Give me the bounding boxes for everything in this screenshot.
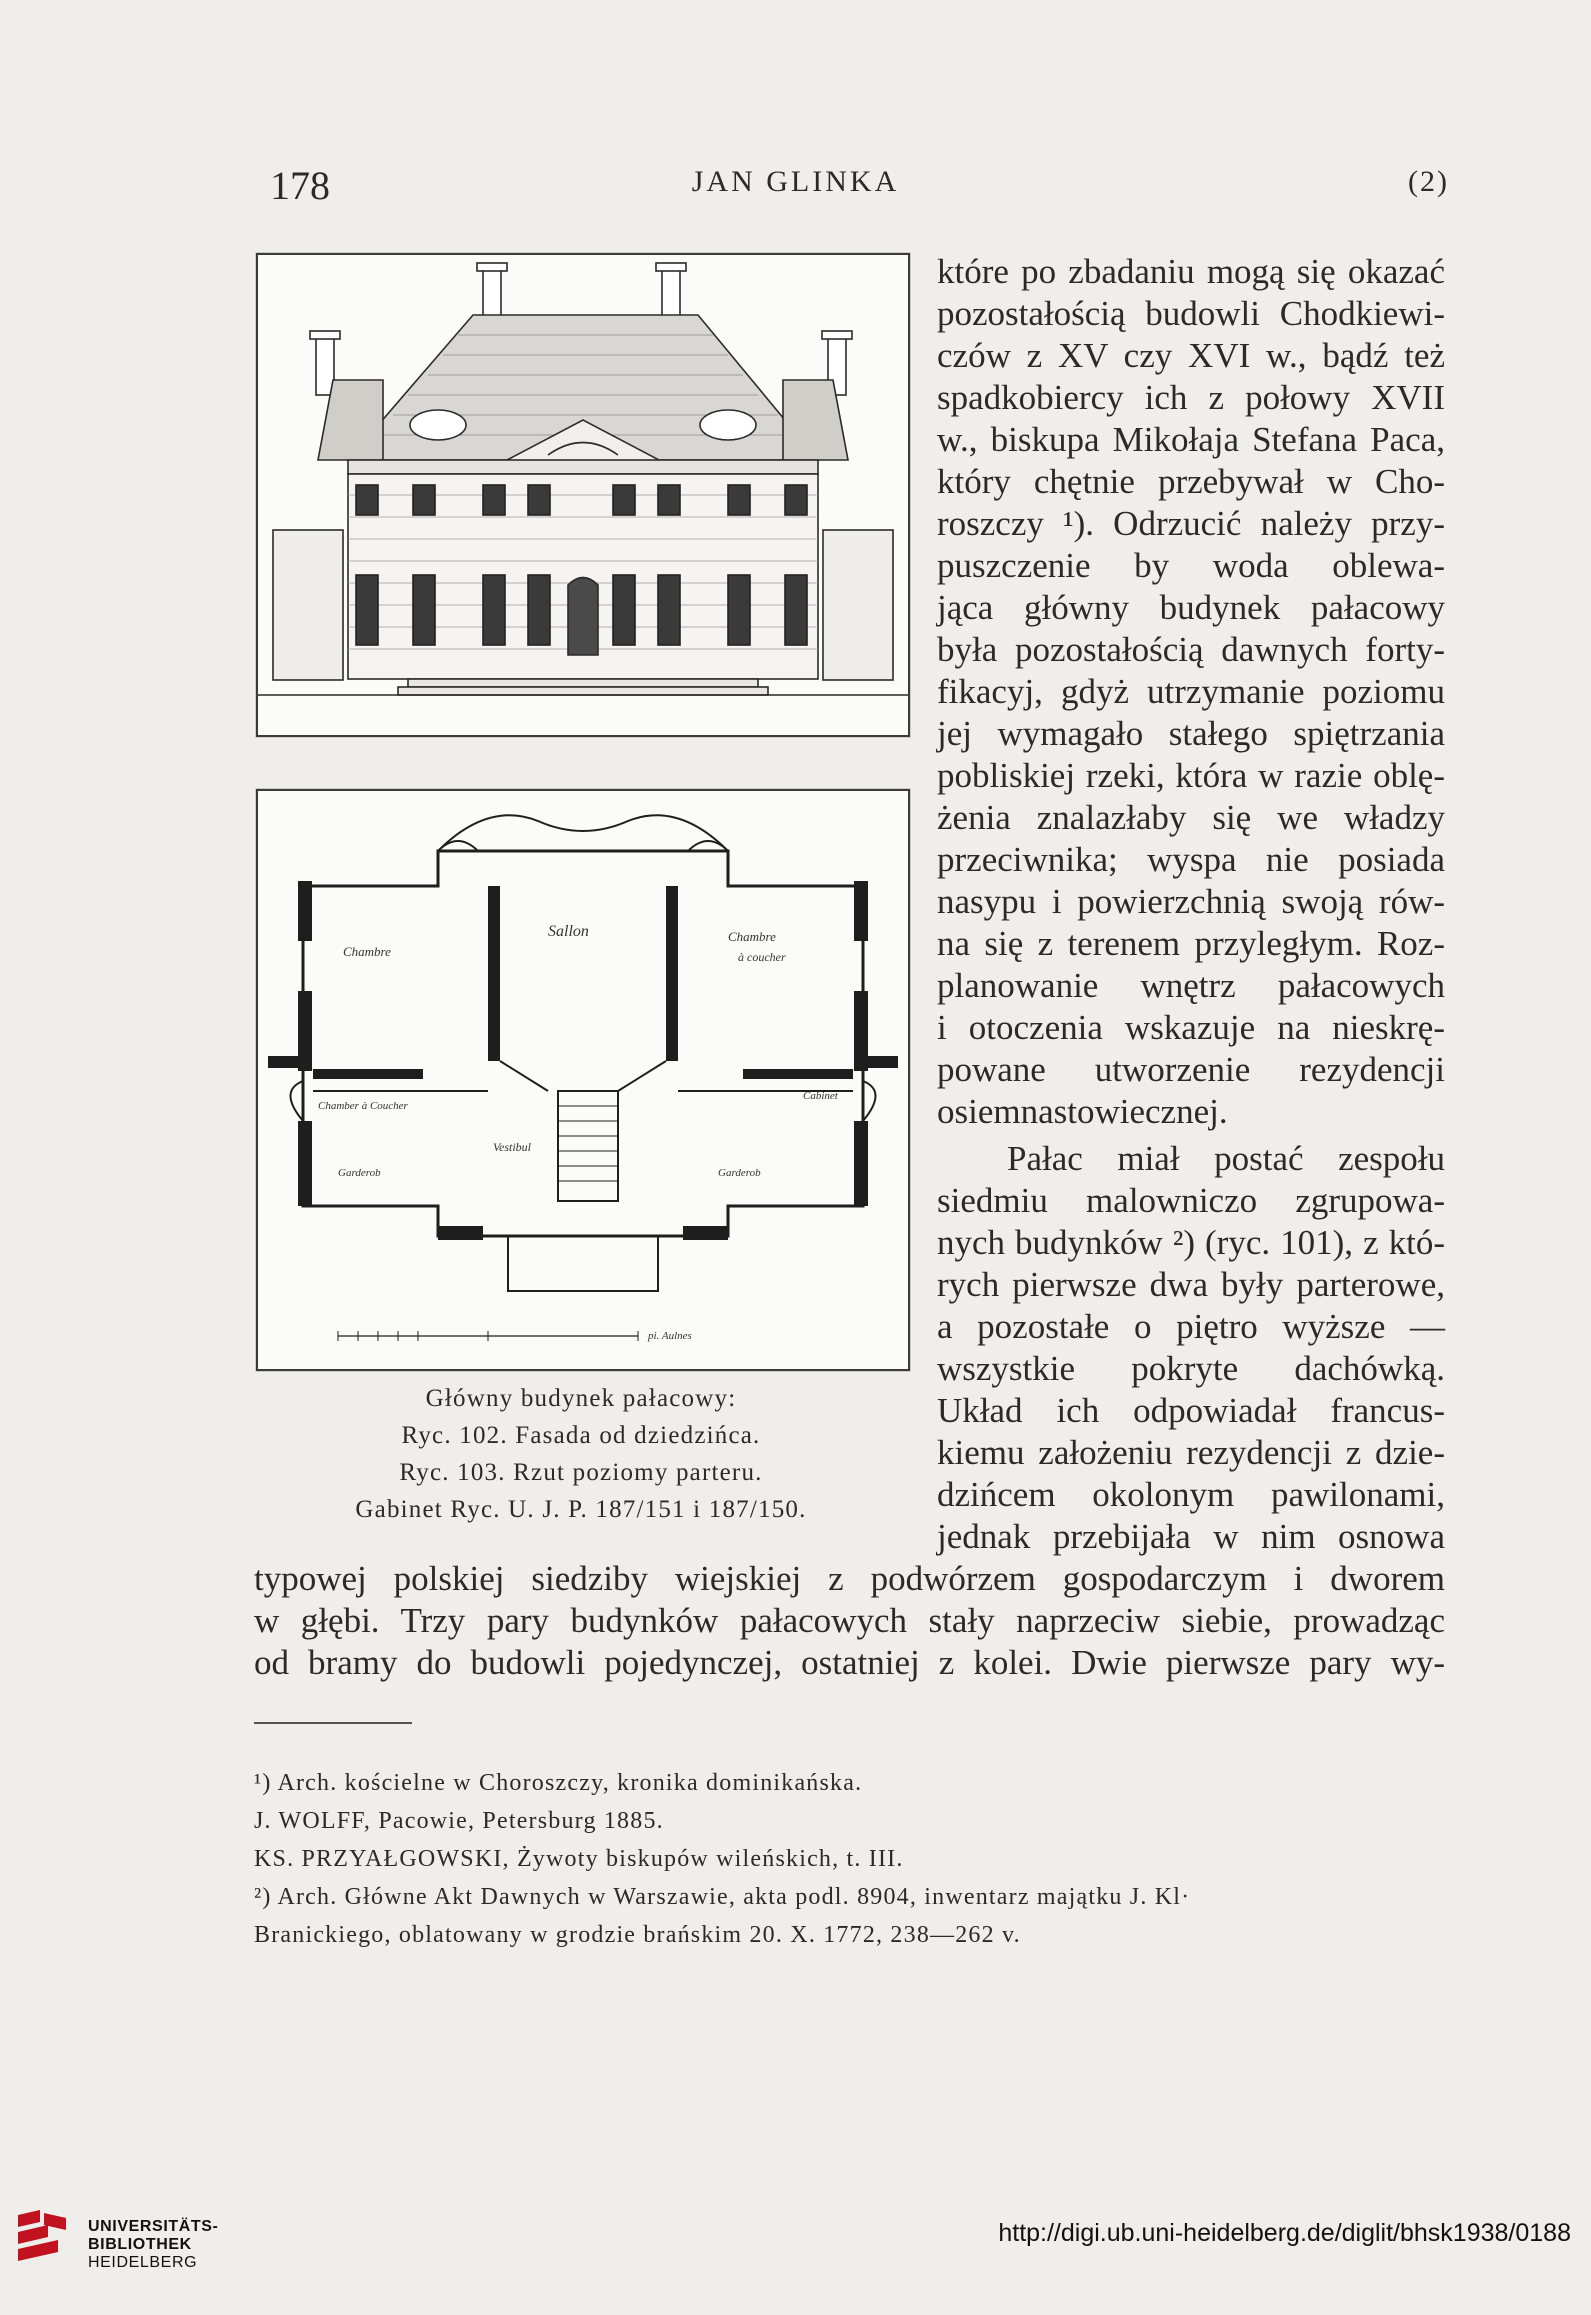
body-line: wszystkie pokryte dachówką. bbox=[937, 1349, 1445, 1388]
body-line: roszczy ¹). Odrzucić należy przy- bbox=[937, 504, 1445, 543]
body-line: była pozostałością dawnych forty- bbox=[937, 630, 1445, 669]
body-line: siedmiu malowniczo zgrupowa- bbox=[937, 1181, 1445, 1220]
plan-label-garderobe-right: Garderob bbox=[718, 1167, 761, 1179]
footnote-2: ²) Arch. Główne Akt Dawnych w Warszawie, akta podl. 8904, inwentarz majątku J. Kl· bbox=[254, 1884, 1191, 1910]
body-line: jednak przebijała w nim osnowa bbox=[937, 1517, 1445, 1556]
body-line: powane utworzenie rezydencji bbox=[937, 1050, 1445, 1089]
body-line: od bramy do budowli pojedynczej, ostatniej z kolei. Dwie pierwsze pary wy- bbox=[254, 1643, 1445, 1682]
body-line: pozostałością budowli Chodkiewi- bbox=[937, 294, 1445, 333]
body-line: żenia znalazłaby się we władzy bbox=[937, 798, 1445, 837]
running-head: JAN GLINKA bbox=[691, 165, 900, 198]
body-line: które po zbadaniu mogą się okazać bbox=[937, 252, 1445, 291]
plan-label-a-coucher: à coucher bbox=[738, 950, 786, 964]
body-line: pobliskiej rzeki, która w razie oblę- bbox=[937, 756, 1445, 795]
body-line: puszczenie by woda oblewa- bbox=[937, 546, 1445, 585]
body-line: dzińcem okolonym pawilonami, bbox=[937, 1475, 1445, 1514]
plan-label-cabinet: Cabinet bbox=[803, 1090, 838, 1102]
body-line: i otoczenia wskazuje na nieskrę- bbox=[937, 1008, 1445, 1047]
caption-line-4: Gabinet Ryc. U. J. P. 187/151 i 187/150. bbox=[355, 1496, 807, 1523]
body-line: jąca główny budynek pałacowy bbox=[937, 588, 1445, 627]
library-logo bbox=[18, 2210, 66, 2265]
body-line: czów z XV czy XVI w., bądź też bbox=[937, 336, 1445, 375]
library-name-line-1: UNIVERSITÄTS- bbox=[88, 2218, 219, 2235]
facade-drawing bbox=[258, 255, 908, 735]
plan-label-chambre-right: Chambre bbox=[728, 929, 776, 944]
facade-illustration bbox=[256, 253, 910, 737]
plan-label-chamber-a-coucher: Chamber à Coucher bbox=[318, 1100, 408, 1112]
footnote-1-ref-3: KS. PRZYAŁGOWSKI, Żywoty biskupów wileńskich, t. III. bbox=[254, 1846, 904, 1872]
floor-plan-drawing bbox=[258, 791, 908, 1369]
footnote-1: ¹) Arch. kościelne w Choroszczy, kronika dominikańska. bbox=[254, 1770, 863, 1796]
library-name-line-3: HEIDELBERG bbox=[88, 2254, 198, 2271]
body-line: osiemnastowiecznej. bbox=[937, 1092, 1228, 1131]
plan-label-vestibul: Vestibul bbox=[493, 1140, 531, 1154]
body-line: typowej polskiej siedziby wiejskiej z podwórzem gospodarczym i dworem bbox=[254, 1559, 1445, 1598]
page-number: 178 bbox=[270, 163, 330, 208]
library-name-line-2: BIBLIOTHEK bbox=[88, 2236, 192, 2253]
footnote-2-cont: Branickiego, oblatowany w grodzie brańskim 20. X. 1772, 238—262 v. bbox=[254, 1922, 1021, 1948]
caption-line-3: Ryc. 103. Rzut poziomy parteru. bbox=[399, 1459, 763, 1486]
body-line: fikacyj, gdyż utrzymanie poziomu bbox=[937, 672, 1445, 711]
plan-label-garderobe-left: Garderob bbox=[338, 1167, 381, 1179]
footnote-rule bbox=[254, 1722, 412, 1724]
body-line: na się z terenem przyległym. Roz- bbox=[937, 924, 1445, 963]
floor-plan-illustration bbox=[256, 789, 910, 1371]
body-line: Układ ich odpowiadał francus- bbox=[937, 1391, 1445, 1430]
body-line: przeciwnika; wyspa nie posiada bbox=[937, 840, 1445, 879]
plan-label-chambre-left: Chambre bbox=[343, 944, 391, 959]
plan-scale-label: pi. Aulnes bbox=[648, 1330, 692, 1342]
source-url-link[interactable]: http://digi.ub.uni-heidelberg.de/diglit/bhsk1938/0188 bbox=[998, 2219, 1571, 2247]
body-line: jej wymagało stałego spiętrzania bbox=[937, 714, 1445, 753]
body-line: w głębi. Trzy pary budynków pałacowych stały naprzeciw siebie, prowadząc bbox=[254, 1601, 1445, 1640]
section-mark: (2) bbox=[1408, 165, 1449, 198]
body-line: Pałac miał postać zespołu bbox=[1007, 1139, 1445, 1178]
body-line: planowanie wnętrz pałacowych bbox=[937, 966, 1445, 1005]
caption-line-1: Główny budynek pałacowy: bbox=[425, 1385, 737, 1412]
body-line: spadkobiercy ich z połowy XVII bbox=[937, 378, 1445, 417]
body-line: w., biskupa Mikołaja Stefana Paca, bbox=[937, 420, 1445, 459]
body-line: nasypu i powierzchnią swoją rów- bbox=[937, 882, 1445, 921]
plan-label-sallon: Sallon bbox=[548, 923, 589, 940]
body-line: a pozostałe o piętro wyższe — bbox=[937, 1307, 1445, 1346]
caption-line-2: Ryc. 102. Fasada od dziedzińca. bbox=[401, 1422, 761, 1449]
body-line: który chętnie przebywał w Cho- bbox=[937, 462, 1445, 501]
footnote-1-ref-2: J. WOLFF, Pacowie, Petersburg 1885. bbox=[254, 1808, 664, 1834]
body-line: kiemu założeniu rezydencji z dzie- bbox=[937, 1433, 1445, 1472]
body-line: nych budynków ²) (ryc. 101), z któ- bbox=[937, 1223, 1445, 1262]
body-line: rych pierwsze dwa były parterowe, bbox=[937, 1265, 1445, 1304]
